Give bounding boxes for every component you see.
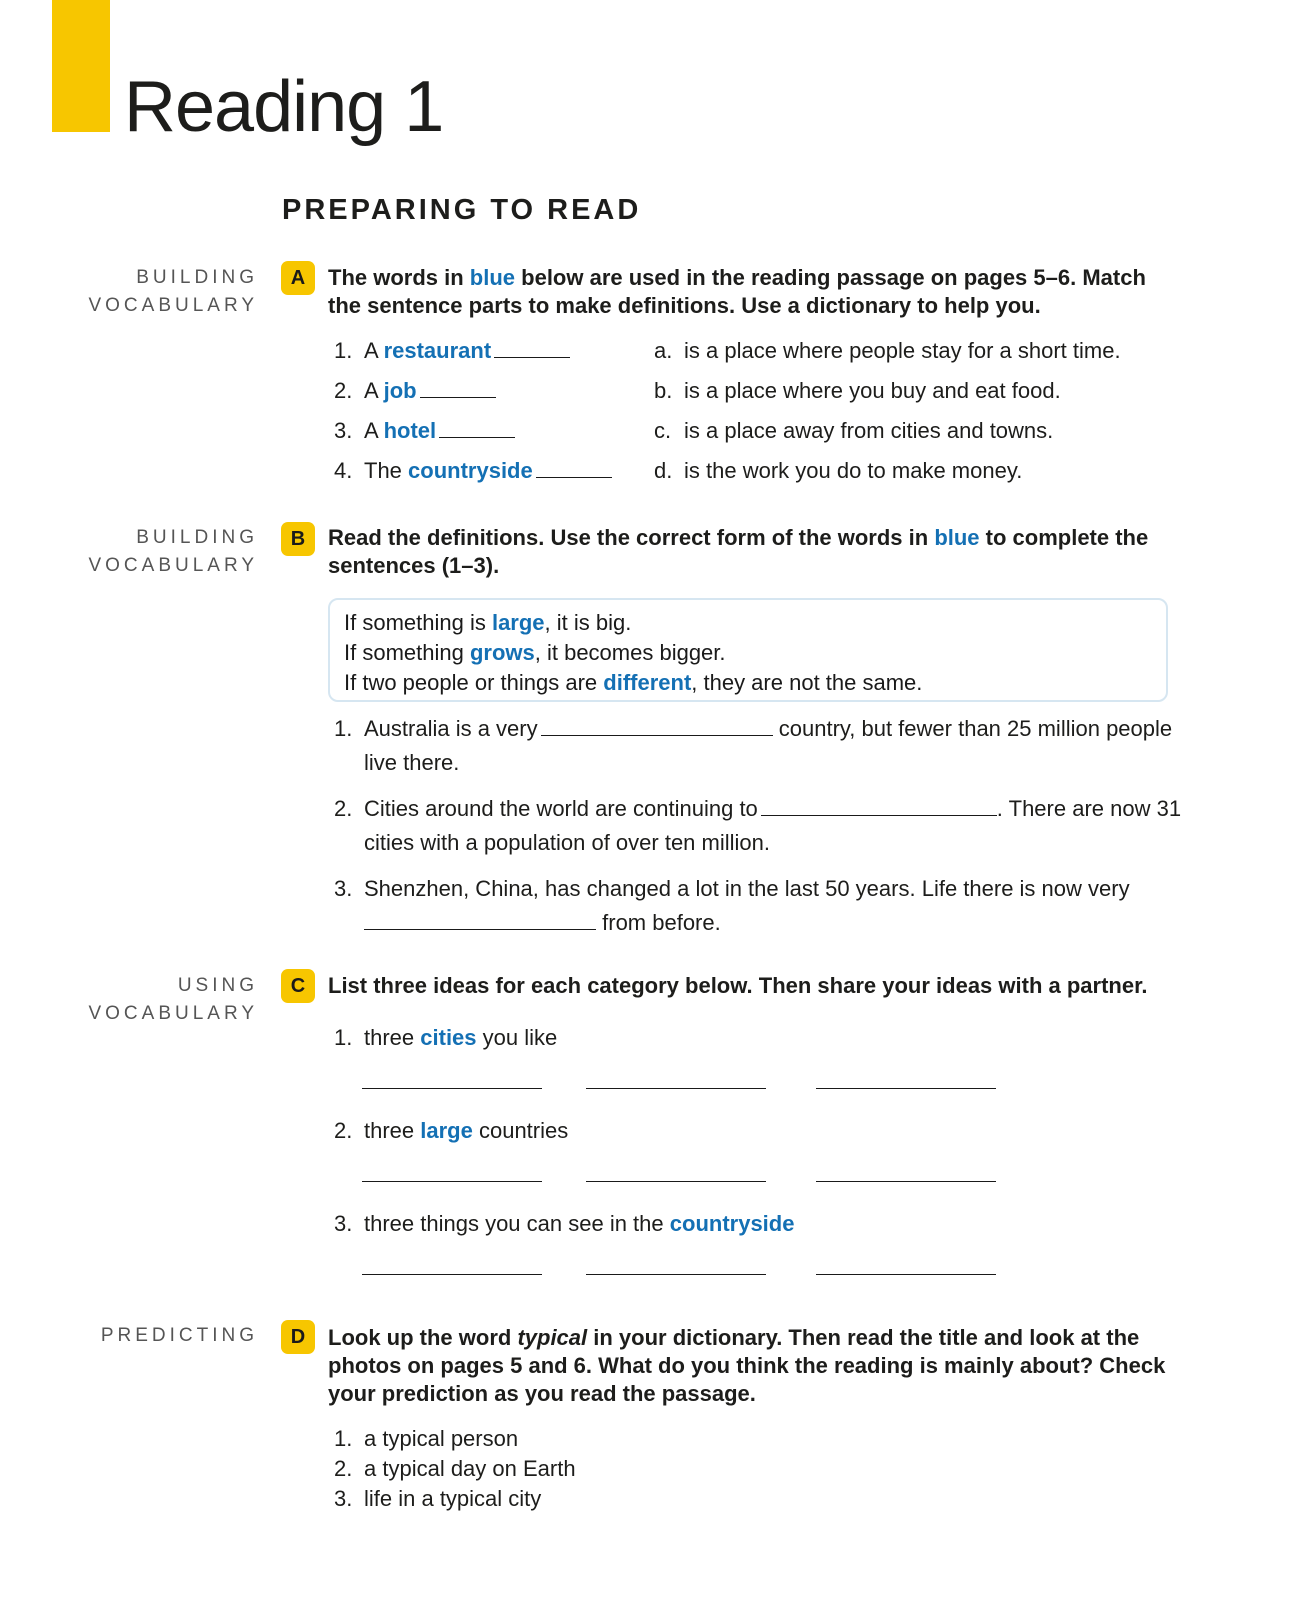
vocab-word: restaurant	[383, 338, 492, 363]
text: If something	[344, 640, 470, 665]
sentence-item	[334, 872, 1174, 940]
text: live there.	[364, 750, 460, 775]
text: , it is big.	[544, 610, 632, 635]
match-item	[334, 338, 570, 364]
item-letter: b.	[654, 378, 673, 403]
text: country, but fewer than 25 million people	[778, 716, 1173, 741]
item-number: 3.	[334, 1486, 353, 1511]
text: from before.	[602, 910, 721, 935]
item-letter: a.	[654, 338, 673, 363]
vocab-word: countryside	[669, 1211, 795, 1236]
definition-line	[344, 608, 1152, 638]
section-a-label	[58, 264, 258, 320]
page-title: Reading 1	[124, 67, 444, 147]
list-item	[334, 1118, 568, 1144]
item-letter: d.	[654, 458, 673, 483]
answer-blank[interactable]	[494, 356, 570, 358]
text: countries	[472, 1118, 569, 1143]
text: you like	[476, 1025, 558, 1050]
definition-line	[344, 668, 1152, 698]
item-number: 1.	[334, 1426, 353, 1451]
label-line: PREDICTING	[100, 1325, 258, 1346]
vocab-word: job	[383, 378, 417, 403]
label-line: VOCABULARY	[88, 555, 258, 576]
item-number: 1.	[334, 716, 353, 741]
text: below are used in the reading passage on pages 5–6. Match the sentence parts to make definitions. Use a dictionary to help you.	[328, 265, 1146, 318]
option-item[interactable]	[334, 1426, 518, 1452]
vocab-word: large	[420, 1118, 473, 1143]
section-d-label	[58, 1322, 258, 1350]
match-item	[334, 418, 515, 444]
vocab-word: cities	[420, 1025, 477, 1050]
match-item	[334, 458, 612, 484]
item-number: 2.	[334, 1456, 353, 1481]
item-number: 3.	[334, 1211, 353, 1236]
list-item	[334, 1025, 557, 1051]
vocab-word: countryside	[408, 458, 533, 483]
item-number: 2.	[334, 796, 353, 821]
item-number: 2.	[334, 378, 353, 403]
answer-blank[interactable]	[586, 1274, 766, 1275]
option-text: a typical day on Earth	[364, 1456, 576, 1481]
definition-text: is a place where people stay for a short time.	[684, 338, 1121, 363]
badge-d: D	[281, 1320, 315, 1354]
text: , it becomes bigger.	[534, 640, 726, 665]
text: A	[364, 378, 384, 403]
text: Read the definitions. Use the correct form of the words in	[328, 525, 935, 550]
item-number: 4.	[334, 458, 353, 483]
item-number: 3.	[334, 876, 353, 901]
instruction-a	[328, 264, 1168, 320]
section-c-label	[58, 972, 258, 1028]
item-number: 1.	[334, 338, 353, 363]
text: three things you can see in the	[364, 1211, 670, 1236]
badge-c: C	[281, 969, 315, 1003]
text: three	[364, 1118, 421, 1143]
label-line: BUILDING	[136, 527, 258, 548]
badge-a: A	[281, 261, 315, 295]
item-letter: c.	[654, 418, 672, 443]
definition-box	[328, 598, 1168, 702]
text: A	[364, 418, 384, 443]
text: Australia is a very	[364, 716, 538, 741]
answer-blank[interactable]	[362, 1274, 542, 1275]
answer-blank[interactable]	[816, 1181, 996, 1182]
answer-blank[interactable]	[541, 734, 773, 736]
section-heading: PREPARING TO READ	[282, 194, 642, 226]
text: Look up the word	[328, 1325, 518, 1350]
definition-item	[654, 418, 1053, 444]
instruction-d	[328, 1324, 1168, 1408]
option-item[interactable]	[334, 1456, 576, 1482]
blue-word: blue	[934, 525, 980, 550]
item-number: 1.	[334, 1025, 353, 1050]
item-number: 3.	[334, 418, 353, 443]
vocab-word: hotel	[383, 418, 437, 443]
item-number: 2.	[334, 1118, 353, 1143]
answer-blank[interactable]	[439, 436, 515, 438]
text: three	[364, 1025, 421, 1050]
answer-blank[interactable]	[362, 1088, 542, 1089]
text: cities with a population of over ten million.	[364, 830, 770, 855]
text: , they are not the same.	[691, 670, 923, 695]
text: to complete the sentences (1–3).	[328, 525, 1149, 578]
text: If something is	[344, 610, 492, 635]
answer-blank[interactable]	[586, 1088, 766, 1089]
option-text: life in a typical city	[364, 1486, 542, 1511]
answer-blank[interactable]	[816, 1274, 996, 1275]
chapter-accent-bar	[52, 0, 110, 132]
sentence-item	[334, 792, 1182, 860]
sentence-item	[334, 712, 1174, 780]
definition-text: is the work you do to make money.	[684, 458, 1023, 483]
vocab-word: large	[491, 610, 545, 635]
text: Shenzhen, China, has changed a lot in the last 50 years. Life there is now very	[364, 876, 1130, 901]
list-item	[334, 1211, 794, 1237]
text: Cities around the world are continuing to	[364, 796, 758, 821]
vocab-word: different	[603, 670, 692, 695]
option-text: a typical person	[364, 1426, 519, 1451]
definition-item	[654, 458, 1022, 484]
instruction-b	[328, 524, 1168, 580]
label-line: VOCABULARY	[88, 1003, 258, 1024]
match-item	[334, 378, 496, 404]
answer-blank[interactable]	[761, 814, 997, 816]
answer-blank[interactable]	[362, 1181, 542, 1182]
section-b-label	[58, 524, 258, 580]
text: The words in	[328, 265, 470, 290]
definition-line	[344, 638, 1152, 668]
label-line: BUILDING	[136, 267, 258, 288]
italic-word: typical	[517, 1325, 588, 1350]
definition-item	[654, 378, 1061, 404]
text: A	[364, 338, 384, 363]
answer-blank[interactable]	[420, 396, 496, 398]
answer-blank[interactable]	[816, 1088, 996, 1089]
option-item[interactable]	[334, 1486, 541, 1512]
answer-blank[interactable]	[586, 1181, 766, 1182]
text: If two people or things are	[344, 670, 604, 695]
blue-word: blue	[469, 265, 516, 290]
definition-item	[654, 338, 1121, 364]
vocab-word: grows	[469, 640, 535, 665]
text: The	[364, 458, 409, 483]
label-line: VOCABULARY	[88, 295, 258, 316]
text: . There are now 31	[996, 796, 1182, 821]
definition-text: is a place where you buy and eat food.	[684, 378, 1061, 403]
label-line: USING	[177, 975, 258, 996]
answer-blank[interactable]	[536, 476, 612, 478]
instruction-c: List three ideas for each category below. Then share your ideas with a partner.	[328, 973, 1148, 998]
text: in your dictionary. Then read the title and look at the photos on pages 5 and 6. What do you think the reading is mainly about? Check your prediction as you read the passage.	[328, 1325, 1166, 1406]
badge-b: B	[281, 522, 315, 556]
answer-blank[interactable]	[364, 928, 596, 930]
definition-text: is a place away from cities and towns.	[684, 418, 1054, 443]
